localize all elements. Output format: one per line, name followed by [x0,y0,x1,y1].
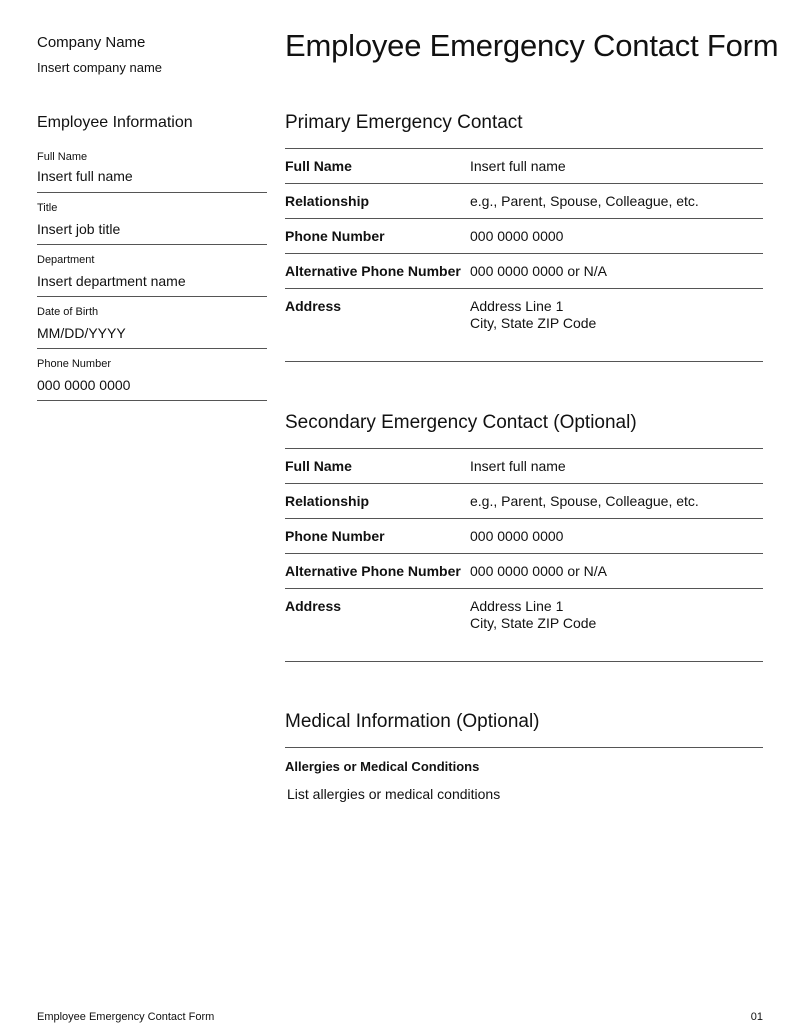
address-line1: Address Line 1 [470,598,564,614]
contact-row [285,219,763,254]
contact-row-label: Phone Number [285,528,385,544]
address-value[interactable] [470,598,596,632]
medical-section [285,711,763,802]
contact-row-label: Phone Number [285,228,385,244]
employee-field-label: Date of Birth [37,306,99,318]
contact-row-label: Full Name [285,458,352,474]
employee-field-value[interactable]: 000 0000 0000 [37,377,131,393]
employee-field-value[interactable]: Insert full name [37,168,133,184]
address-value[interactable] [470,298,596,332]
employee-field-value[interactable]: Insert job title [37,221,121,237]
contact-row [285,554,763,589]
employee-field [37,349,267,401]
contact-row [285,449,763,484]
employee-field [37,297,267,349]
contact-row [285,184,763,219]
contact-row [285,254,763,289]
company-name-label: Company Name [37,34,146,51]
employee-field-value[interactable]: MM/DD/YYYY [37,325,126,341]
contact-row-value[interactable]: Insert full name [470,458,566,474]
footer-title: Employee Emergency Contact Form [37,1011,215,1023]
address-row [285,289,763,362]
employee-field [37,150,267,193]
medical-heading: Medical Information (Optional) [285,711,540,732]
address-label: Address [285,598,342,614]
employee-field-label: Full Name [37,151,88,163]
company-name-field[interactable]: Insert company name [37,60,163,75]
address-row [285,589,763,662]
address-label: Address [285,298,342,314]
address-line2: City, State ZIP Code [470,315,597,331]
contact-row-label: Relationship [285,193,370,209]
contact-row-value[interactable]: e.g., Parent, Spouse, Colleague, etc. [470,493,699,509]
employee-field-label: Phone Number [37,358,111,370]
page-number: 01 [750,1011,763,1023]
employee-field-label: Title [37,202,58,214]
primary-contact-section [285,112,763,362]
contact-row-value[interactable]: 000 0000 0000 or N/A [470,563,607,579]
contact-row-value[interactable]: 000 0000 0000 [470,528,564,544]
page-title: Employee Emergency Contact Form [285,28,779,63]
contact-row [285,149,763,184]
employee-field-value[interactable]: Insert department name [37,273,186,289]
contact-row-value[interactable]: 000 0000 0000 [470,228,564,244]
primary-heading: Primary Emergency Contact [285,112,523,133]
contact-row [285,484,763,519]
contact-row-label: Alternative Phone Number [285,263,461,279]
employee-field [37,193,267,245]
employee-field-label: Department [37,254,95,266]
contact-row-value[interactable]: e.g., Parent, Spouse, Colleague, etc. [470,193,699,209]
contact-row-label: Full Name [285,158,352,174]
contact-row-label: Alternative Phone Number [285,563,461,579]
address-line2: City, State ZIP Code [470,615,597,631]
allergies-label: Allergies or Medical Conditions [285,759,480,774]
employee-info-heading: Employee Information [37,114,193,131]
contact-row [285,519,763,554]
secondary-contact-section [285,412,763,662]
allergies-field[interactable]: List allergies or medical conditions [287,786,501,802]
address-line1: Address Line 1 [470,298,564,314]
contact-row-label: Relationship [285,493,370,509]
employee-field [37,245,267,297]
contact-row-value[interactable]: Insert full name [470,158,566,174]
secondary-heading: Secondary Emergency Contact (Optional) [285,412,637,433]
contact-row-value[interactable]: 000 0000 0000 or N/A [470,263,607,279]
employee-info-fields [37,150,267,401]
